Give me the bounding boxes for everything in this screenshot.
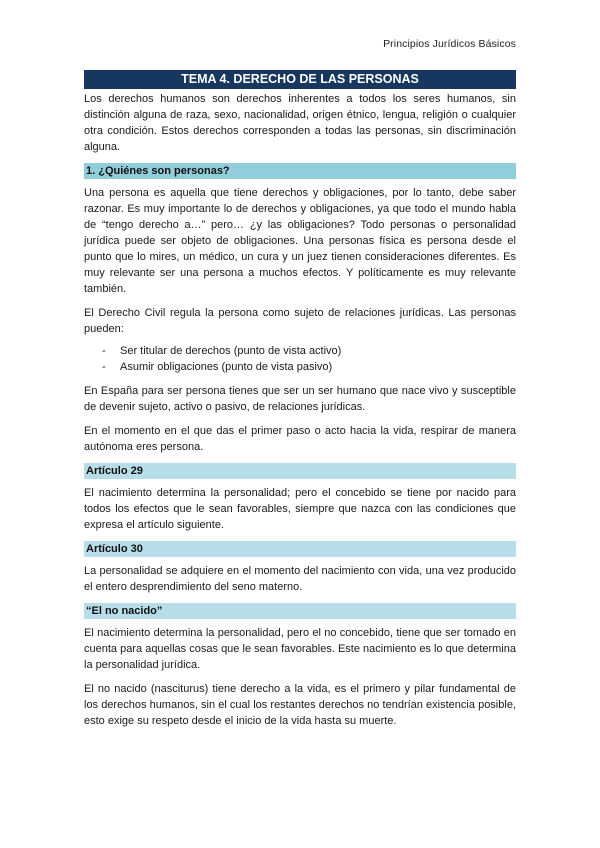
section-heading-articulo-30: Artículo 30 [84, 541, 516, 557]
section1-paragraph-3: En España para ser persona tienes que ser un ser humano que nace vivo y susceptible de devenir sujeto, activo o pasivo, de relaciones jurídicas. [84, 385, 516, 413]
section1-paragraph-2: El Derecho Civil regula la persona como sujeto de relaciones jurídicas. Las personas pueden: [84, 307, 516, 335]
section-heading-no-nacido: “El no nacido” [84, 603, 516, 619]
articulo-29-text: El nacimiento determina la personalidad; pero el concebido se tiene por nacido para todos los efectos que le sean favorables, siempre que nazca con las condiciones que expresa el artículo siguiente. [84, 487, 516, 531]
section1-paragraph-4: En el momento en el que das el primer paso o acto hacia la vida, respirar de manera autónoma eres persona. [84, 425, 516, 453]
articulo-30-text: La personalidad se adquiere en el momento del nacimiento con vida, una vez producido el entero desprendimiento del seno materno. [84, 565, 516, 593]
no-nacido-paragraph-1: El nacimiento determina la personalidad, pero el no concebido, tiene que ser tomado en cuenta para aquellas cosas que le sean favorables. Este nacimiento es lo que determina la personalidad jurídica. [84, 627, 516, 671]
section1-paragraph-1: Una persona es aquella que tiene derechos y obligaciones, por lo tanto, debe saber razonar. Es muy importante lo de derechos y obligaciones, ya que todo el mundo habla de “tengo derecho a…” pero… ¿y las obligaciones? Todo personas o personalidad jurídica puede ser objeto de obligaciones. Una personas física es persona desde el punto que lo mires, un médico, un cura y un juez tienen consideraciones diferentes. Es muy relevante ser una persona a muchos efectos. Y políticamente es muy relevante también. [84, 187, 516, 295]
section-heading-articulo-29: Artículo 29 [84, 463, 516, 479]
no-nacido-paragraph-2: El no nacido (nasciturus) tiene derecho a la vida, es el primero y pilar fundamental de los derechos humanos, sin el cual los restantes derechos no tendrían existencia posible, esto exige su respeto desde el inicio de la vida hasta su muerte. [84, 683, 516, 727]
persona-capacities-list [84, 343, 516, 375]
document-body [84, 70, 516, 737]
running-header: Principios Jurídicos Básicos [383, 38, 516, 50]
list-item: - Asumir obligaciones (punto de vista pasivo) [102, 359, 516, 375]
intro-paragraph: Los derechos humanos son derechos inherentes a todos los seres humanos, sin distinción alguna de raza, sexo, nacionalidad, origen étnico, lengua, religión o cualquier otra condición. Estos derechos corresponden a todas las personas, sin discriminación alguna. [84, 93, 516, 153]
chapter-title: TEMA 4. DERECHO DE LAS PERSONAS [84, 70, 516, 89]
section-heading-quienes: 1. ¿Quiénes son personas? [84, 163, 516, 179]
list-item: - Ser titular de derechos (punto de vista activo) [102, 343, 516, 359]
